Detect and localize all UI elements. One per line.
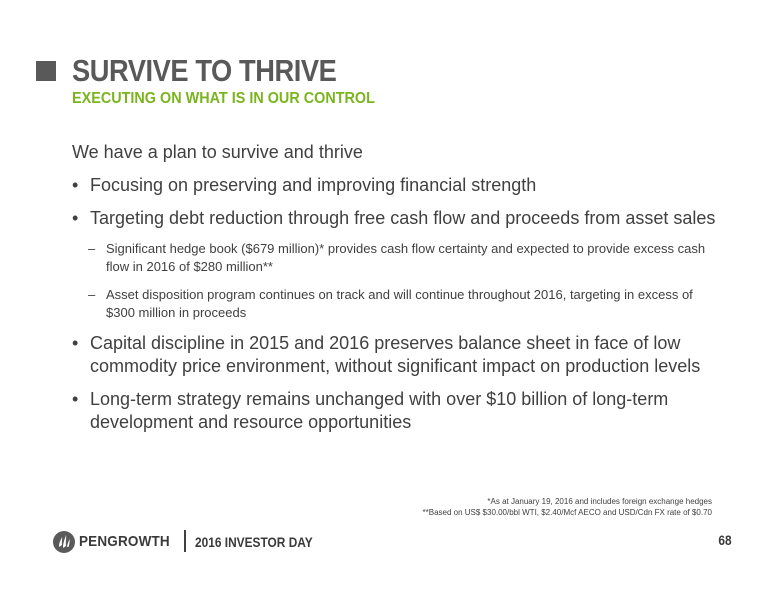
footnotes xyxy=(423,496,713,518)
footer xyxy=(52,528,732,556)
page-title: SURVIVE TO THRIVE xyxy=(72,53,337,88)
company-logo-text: PENGROWTH xyxy=(79,533,170,550)
bullet-marker: • xyxy=(72,208,79,228)
sub-bullet-marker: – xyxy=(88,241,96,256)
bullet-marker: • xyxy=(72,175,79,195)
sub-bullet-text: Asset disposition program continues on track and will continue throughout 2016, targeting in excess of $300 million in proceeds xyxy=(106,287,693,320)
bullet-marker: • xyxy=(72,389,79,409)
slide-body xyxy=(72,140,722,444)
bullet-item xyxy=(72,332,722,378)
sub-bullet-item xyxy=(72,286,722,322)
bullet-text: Capital discipline in 2015 and 2016 preserves balance sheet in face of low commodity price environment, without significant impact on production levels xyxy=(90,333,701,376)
bullet-item xyxy=(72,207,722,230)
page-subtitle: EXECUTING ON WHAT IS IN OUR CONTROL xyxy=(72,90,375,107)
bullet-text: Long-term strategy remains unchanged with over $10 billion of long-term development and resource opportunities xyxy=(90,389,669,432)
sub-bullet-item xyxy=(72,240,722,276)
pengrowth-flame-logo-icon xyxy=(52,530,76,554)
footnote-hedges: *As at January 19, 2016 and includes foreign exchange hedges xyxy=(487,497,712,506)
title-square-icon xyxy=(36,61,56,81)
sub-bullet-marker: – xyxy=(88,287,96,302)
intro-text: We have a plan to survive and thrive xyxy=(72,142,363,162)
event-name: 2016 INVESTOR DAY xyxy=(195,534,313,550)
footnote-pricing: **Based on US$ $30.00/bbl WTI, $2.40/Mcf AECO and USD/Cdn FX rate of $0.70 xyxy=(422,508,712,517)
sub-bullet-text: Significant hedge book ($679 million)* provides cash flow certainty and expected to provide excess cash flow in 2016 of $280 million** xyxy=(106,241,706,274)
bullet-item xyxy=(72,388,722,434)
bullet-text: Focusing on preserving and improving financial strength xyxy=(90,175,537,195)
footer-divider xyxy=(184,530,186,552)
bullet-marker: • xyxy=(72,333,79,353)
page-number: 68 xyxy=(718,532,732,548)
bullet-text: Targeting debt reduction through free cash flow and proceeds from asset sales xyxy=(90,208,716,228)
bullet-item xyxy=(72,174,722,197)
